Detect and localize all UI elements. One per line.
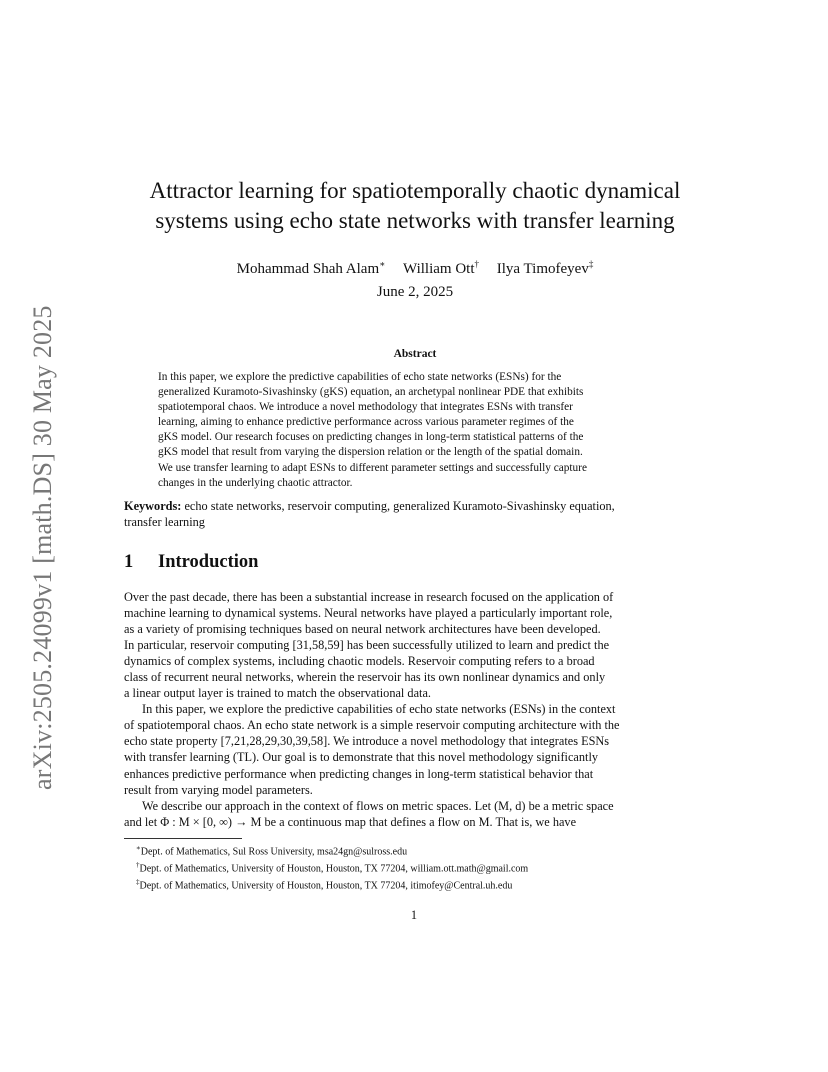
abstract-line: gKS model that result from varying the dispersion relation or the length of the spatial domain. — [158, 446, 583, 459]
body-line: echo state property [7,21,28,29,30,39,58]. We introduce a novel methodology that integrates ESNs — [124, 734, 610, 749]
author-list — [120, 254, 710, 279]
body-line: class of recurrent neural networks, wherein the reservoir has its own nonlinear dynamics and only — [124, 670, 606, 685]
body-line: Over the past decade, there has been a substantial increase in research focused on the application of — [124, 590, 614, 604]
publication-date: June 2, 2025 — [376, 284, 454, 300]
body-line: In this paper, we explore the predictive capabilities of echo state networks (ESNs) in the context — [142, 702, 616, 717]
abstract-line: changes in the underlying chaotic attractor. — [158, 476, 353, 489]
introduction-body — [124, 589, 706, 830]
paper-title — [120, 176, 710, 236]
keywords-block — [124, 498, 706, 530]
author-name: Ilya Timofeyev — [496, 261, 589, 277]
abstract-heading: Abstract — [393, 348, 437, 360]
abstract-line: spatiotemporal chaos. We introduce a novel methodology that integrates ESNs with transfer — [158, 401, 573, 414]
section-number: 1 — [124, 552, 134, 572]
section-heading — [124, 552, 258, 573]
footnote-mark: ∗ — [136, 844, 141, 852]
abstract-line: In this paper, we explore the predictive capabilities of echo state networks (ESNs) for the — [158, 371, 562, 383]
footnote-mark: ‡ — [136, 877, 140, 886]
footnote-text: Dept. of Mathematics, University of Houston, Houston, TX 77204, william.ott.math@gmail.com — [139, 863, 529, 875]
body-line: In particular, reservoir computing [31,58,59] has been successfully utilized to learn and predict the — [124, 638, 610, 653]
body-line: with transfer learning (TL). Our goal is to demonstrate that this novel methodology significantly — [124, 750, 599, 765]
footnote-1 — [136, 842, 528, 859]
arxiv-identifier-stamp: arXiv:2505.24099v1 [math.DS] 30 May 2025 — [28, 305, 57, 790]
author-footnote-mark: ∗ — [379, 259, 386, 269]
title-line-1: Attractor learning for spatiotemporally chaotic dynamical — [149, 178, 681, 203]
body-line: We describe our approach in the context of flows on metric spaces. Let (M, d) be a metric space — [142, 798, 614, 813]
footnote-divider — [124, 838, 242, 839]
section-title: Introduction — [158, 552, 259, 572]
author-footnote-mark: ‡ — [588, 259, 594, 269]
abstract-body — [158, 370, 672, 491]
footnote-2 — [136, 859, 528, 876]
footnotes — [136, 842, 528, 892]
author-name: William Ott — [403, 261, 475, 277]
footnote-3 — [136, 876, 528, 893]
abstract-line: learning, aiming to enhance predictive performance across various parameter regimes of the — [158, 416, 574, 429]
author-3 — [497, 261, 594, 277]
body-line: dynamics of complex systems, including chaotic models. Reservoir computing refers to a broad — [124, 654, 595, 669]
title-line-2: systems using echo state networks with transfer learning — [155, 208, 675, 233]
keywords-label: Keywords: — [124, 499, 182, 513]
footnote-text: Dept. of Mathematics, University of Houston, Houston, TX 77204, itimofey@Central.uh.edu — [139, 879, 513, 891]
author-footnote-mark: † — [474, 259, 479, 269]
body-line: result from varying model parameters. — [124, 782, 313, 797]
body-line: and let Φ : M × [0, ∞) → M be a continuous map that defines a flow on M. That is, we have — [124, 814, 577, 829]
abstract-line: gKS model. Our research focuses on predicting changes in long-term statistical patterns of the — [158, 431, 584, 444]
body-line: machine learning to dynamical systems. Neural networks have played a particularly important role, — [124, 606, 613, 621]
body-line: enhances predictive performance when predicting changes in long-term statistical behavior that — [124, 766, 594, 781]
footnote-text: Dept. of Mathematics, Sul Ross University, msa24gn@sulross.edu — [140, 846, 408, 858]
body-line: of spatiotemporal chaos. An echo state network is a simple reservoir computing architecture with the — [124, 718, 620, 733]
keywords-text-line-2: transfer learning — [124, 515, 205, 529]
abstract-line: We use transfer learning to adapt ESNs to different parameter settings and successfully capture — [158, 461, 587, 474]
author-name: Mohammad Shah Alam — [236, 261, 380, 277]
author-1 — [237, 261, 386, 277]
keywords-text-line-1: echo state networks, reservoir computing, generalized Kuramoto-Sivashinsky equation, — [181, 499, 615, 513]
page-number: 1 — [410, 908, 418, 922]
body-line: as a variety of promising techniques based on neural network architectures have been developed. — [124, 622, 601, 637]
author-2 — [403, 261, 479, 277]
body-line: a linear output layer is trained to match the observational data. — [124, 686, 431, 701]
abstract-line: generalized Kuramoto-Sivashinsky (gKS) equation, an archetypal nonlinear PDE that exhibits — [158, 386, 584, 399]
footnote-mark: † — [136, 860, 140, 869]
